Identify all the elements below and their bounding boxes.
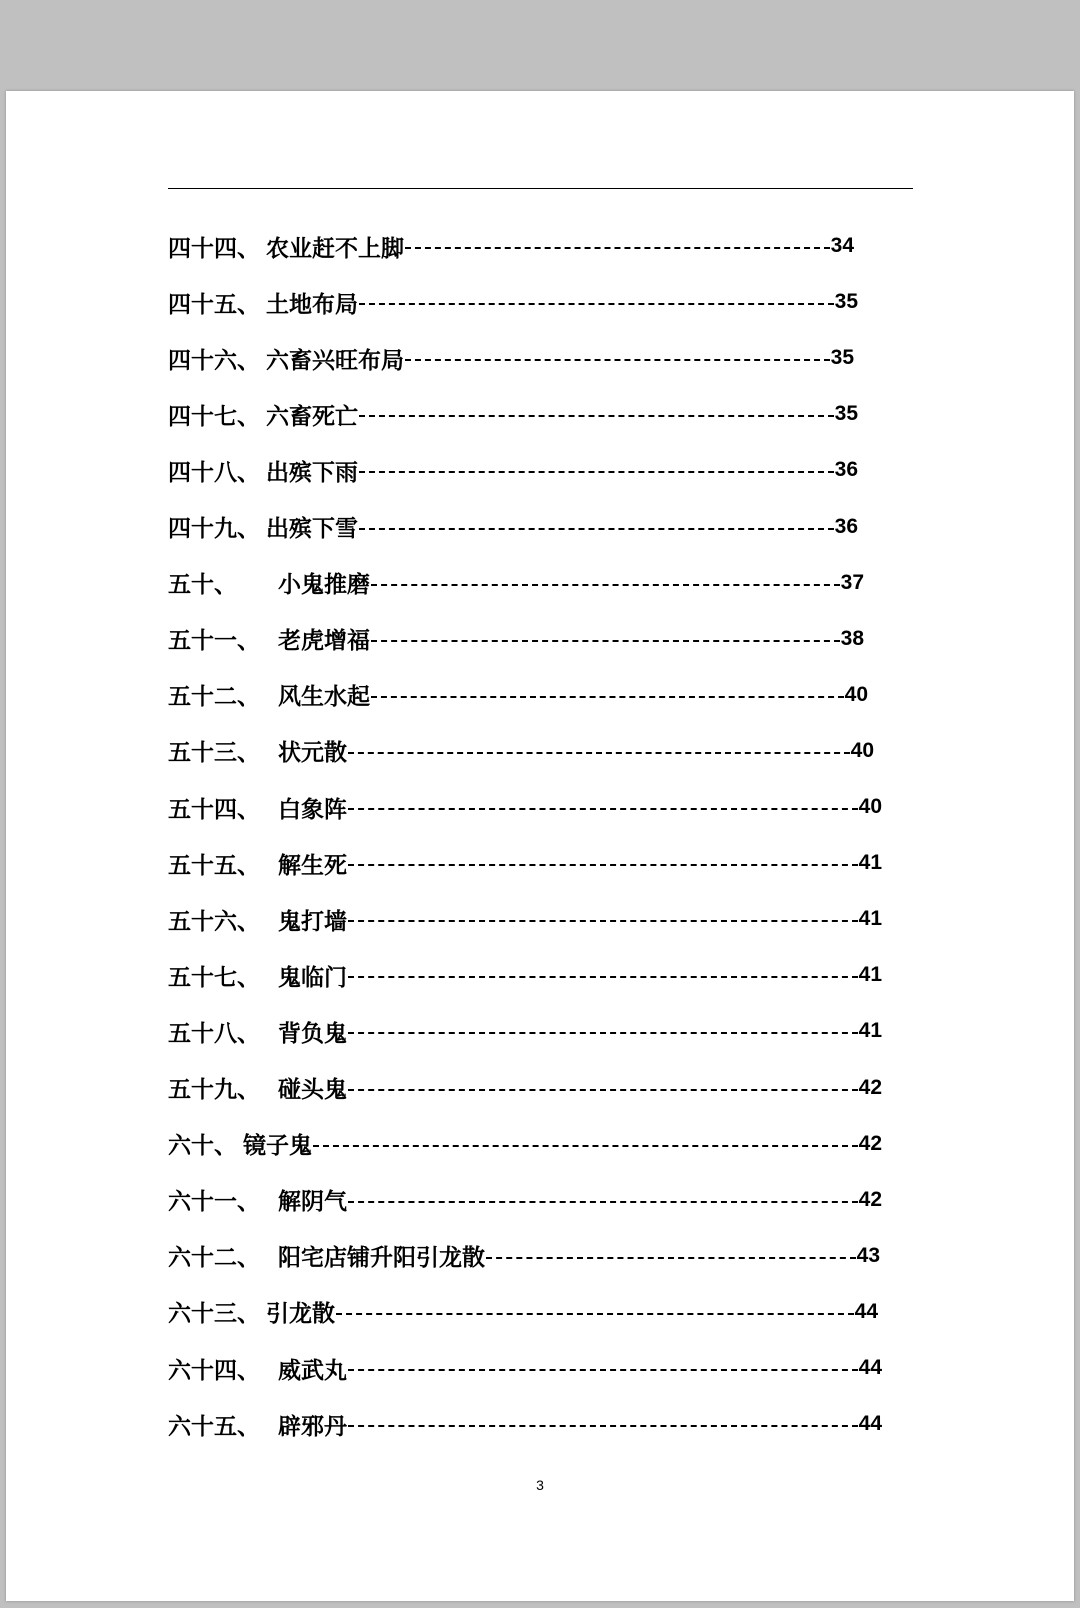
toc-dot-leader <box>348 1425 858 1427</box>
toc-entry-number: 五十八、 <box>168 1020 260 1047</box>
toc-entry-page: 37 <box>840 570 864 594</box>
toc-entry-page: 44 <box>858 1412 882 1436</box>
toc-entry-page: 44 <box>854 1299 878 1323</box>
toc-dot-leader <box>348 1089 858 1091</box>
toc-dot-leader <box>405 247 830 249</box>
toc-entry-number: 五十六、 <box>168 908 260 935</box>
toc-entry[interactable] <box>168 1011 882 1051</box>
toc-entry-title: 解阴气 <box>278 1189 347 1216</box>
toc-entry[interactable] <box>168 1292 878 1332</box>
toc-entry[interactable] <box>168 1236 880 1276</box>
page-number: 3 <box>536 1477 544 1493</box>
toc-entry-page: 34 <box>830 234 854 257</box>
toc-entry-number: 六十二、 <box>168 1245 260 1272</box>
toc-entry-title: 背负鬼 <box>278 1020 347 1047</box>
toc-entry[interactable] <box>168 1068 882 1108</box>
toc-entry-title: 六畜兴旺布局 <box>266 347 404 374</box>
toc-dot-leader <box>348 976 858 978</box>
toc-entry-number: 六十四、 <box>168 1357 260 1384</box>
header-rule <box>168 188 913 189</box>
toc-entry-number: 四十五、 <box>168 291 260 318</box>
toc-dot-leader <box>348 1369 858 1371</box>
toc-entry-page: 35 <box>834 402 858 426</box>
toc-dot-leader <box>348 920 858 922</box>
toc-entry[interactable] <box>168 1348 882 1388</box>
toc-entry-title: 六畜死亡 <box>266 403 358 430</box>
toc-entry-title: 解生死 <box>278 852 347 879</box>
toc-entry-number: 五十、 <box>168 572 237 599</box>
toc-entry-title: 鬼打墙 <box>278 908 347 935</box>
toc-entry[interactable] <box>168 450 858 490</box>
toc-entry-page: 38 <box>840 626 864 650</box>
toc-entry[interactable] <box>168 1404 882 1444</box>
toc-entry[interactable] <box>168 282 858 322</box>
toc-entry-title: 威武丸 <box>278 1357 347 1384</box>
toc-entry-number: 五十五、 <box>168 852 260 879</box>
toc-dot-leader <box>371 640 840 642</box>
toc-entry-number: 六十三、 <box>168 1301 260 1328</box>
toc-entry-page: 41 <box>858 907 882 931</box>
toc-entry[interactable] <box>168 955 882 995</box>
toc-entry-page: 40 <box>844 682 868 706</box>
toc-entry-number: 四十九、 <box>168 516 260 542</box>
toc-entry-title: 小鬼推磨 <box>278 572 370 599</box>
toc-dot-leader <box>359 528 834 530</box>
toc-dot-leader <box>348 808 858 810</box>
toc-entry-title: 状元散 <box>278 740 347 767</box>
toc-entry-title: 风生水起 <box>278 684 370 711</box>
toc-dot-leader <box>348 864 858 866</box>
toc-entry-title: 碰头鬼 <box>278 1077 347 1103</box>
toc-entry-number: 五十九、 <box>168 1077 260 1103</box>
toc-dot-leader <box>359 415 834 417</box>
toc-dot-leader <box>313 1145 858 1147</box>
toc-entry[interactable] <box>168 1124 882 1164</box>
toc-entry[interactable] <box>168 619 864 659</box>
toc-entry-title: 白象阵 <box>278 796 347 823</box>
toc-entry[interactable] <box>168 394 858 434</box>
toc-entry-page: 44 <box>858 1356 882 1379</box>
toc-entry-title: 辟邪丹 <box>278 1413 347 1440</box>
toc-dot-leader <box>359 303 834 305</box>
toc-entry-page: 42 <box>858 1131 882 1155</box>
toc-dot-leader <box>348 1201 858 1203</box>
toc-entry[interactable] <box>168 843 882 883</box>
toc-entry-title: 阳宅店铺升阳引龙散 <box>278 1245 485 1272</box>
toc-entry[interactable] <box>168 899 882 939</box>
toc-dot-leader <box>348 752 850 754</box>
toc-entry[interactable] <box>168 226 854 266</box>
toc-entry-number: 六十五、 <box>168 1413 260 1440</box>
toc-entry[interactable] <box>168 731 874 771</box>
toc-entry-title: 出殡下雪 <box>266 516 358 542</box>
toc-entry-number: 四十八、 <box>168 459 260 486</box>
toc-dot-leader <box>405 359 830 361</box>
toc-entry-number: 五十三、 <box>168 740 260 767</box>
toc-entry-page: 42 <box>858 1075 882 1099</box>
toc-entry-title: 引龙散 <box>266 1301 335 1328</box>
document-page <box>6 91 1074 1601</box>
toc-entry-title: 土地布局 <box>266 291 358 318</box>
toc-entry-page: 41 <box>858 963 882 987</box>
toc-entry-title: 农业赶不上脚 <box>266 235 404 262</box>
toc-entry-title: 老虎增福 <box>278 628 370 655</box>
toc-entry-page: 42 <box>858 1187 882 1211</box>
toc-entry-title: 鬼临门 <box>278 964 347 991</box>
toc-entry-number: 六十、 <box>168 1133 237 1160</box>
toc-dot-leader <box>486 1257 856 1259</box>
toc-entry[interactable] <box>168 675 868 715</box>
toc-entry-page: 36 <box>834 514 858 538</box>
toc-entry-number: 四十四、 <box>168 235 260 262</box>
toc-entry-number: 五十四、 <box>168 796 260 823</box>
toc-entry[interactable] <box>168 1180 882 1220</box>
toc-dot-leader <box>371 584 840 586</box>
toc-entry-page: 41 <box>858 851 882 875</box>
toc-entry-page: 36 <box>834 458 858 482</box>
toc-entry-page: 41 <box>858 1019 882 1043</box>
toc-entry-number: 六十一、 <box>168 1189 260 1216</box>
toc-entry-page: 35 <box>834 290 858 314</box>
toc-dot-leader <box>359 471 834 473</box>
toc-entry-page: 40 <box>850 738 874 762</box>
toc-entry-number: 四十六、 <box>168 347 260 374</box>
toc-dot-leader <box>336 1313 854 1315</box>
toc-entry-title: 出殡下雨 <box>266 459 358 486</box>
toc-entry-page: 43 <box>856 1243 880 1267</box>
toc-entry-page: 35 <box>830 346 854 370</box>
toc-entry[interactable] <box>168 507 858 547</box>
toc-entry-page: 40 <box>858 795 882 818</box>
toc-entry[interactable] <box>168 338 854 378</box>
toc-entry-number: 五十二、 <box>168 684 260 711</box>
toc-entry[interactable] <box>168 563 864 603</box>
toc-entry-title: 镜子鬼 <box>243 1133 312 1160</box>
toc-entry[interactable] <box>168 787 882 827</box>
toc-dot-leader <box>348 1032 858 1034</box>
toc-entry-number: 五十七、 <box>168 964 260 991</box>
toc-dot-leader <box>371 696 844 698</box>
toc-entry-number: 四十七、 <box>168 403 260 430</box>
toc-entry-number: 五十一、 <box>168 628 260 655</box>
